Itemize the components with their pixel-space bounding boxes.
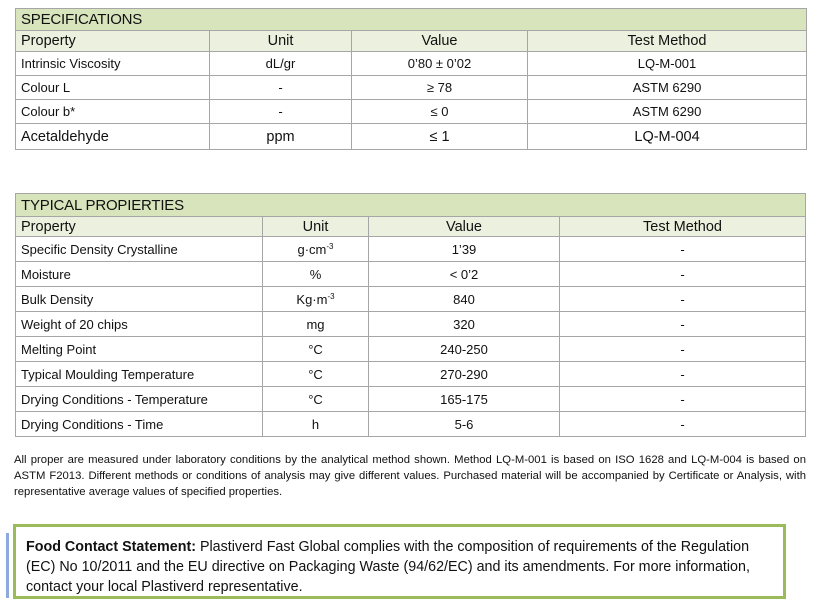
property-cell: Colour L <box>16 76 210 100</box>
column-header-property: Property <box>16 31 210 52</box>
value-cell: ≤ 1 <box>352 124 528 150</box>
table-row <box>16 287 806 312</box>
typical-properties-title: TYPICAL PROPIERTIES <box>16 194 806 217</box>
unit-cell: °C <box>263 387 369 412</box>
column-header-property: Property <box>16 217 263 237</box>
method-cell: - <box>560 262 806 287</box>
unit-exponent: -3 <box>327 291 335 301</box>
value-cell: 320 <box>369 312 560 337</box>
column-header-unit: Unit <box>210 31 352 52</box>
unit-cell: - <box>210 100 352 124</box>
method-cell: - <box>560 287 806 312</box>
unit-exponent: -3 <box>326 241 334 251</box>
unit-cell <box>263 287 369 312</box>
value-cell: 165-175 <box>369 387 560 412</box>
unit-cell: % <box>263 262 369 287</box>
value-cell: ≥ 78 <box>352 76 528 100</box>
table-row <box>16 412 806 437</box>
table-row <box>16 76 807 100</box>
value-cell: < 0’2 <box>369 262 560 287</box>
table-row <box>16 262 806 287</box>
table-row <box>16 52 807 76</box>
unit-cell: ppm <box>210 124 352 150</box>
method-cell: ASTM 6290 <box>528 100 807 124</box>
statement-label: Food Contact Statement: <box>26 539 196 555</box>
statement-text: Plastiverd Fast Global complies with the composition of requirements of the Regulation (EC) No 10/2011 and the EU directive on Packaging Waste (94/62/EC) and its amendments. For more information, contact your local Plastiverd representative. <box>26 539 750 595</box>
table-row <box>16 237 806 262</box>
table-row <box>16 337 806 362</box>
property-cell: Intrinsic Viscosity <box>16 52 210 76</box>
table-row <box>16 312 806 337</box>
method-cell: ASTM 6290 <box>528 76 807 100</box>
value-cell: 0’80 ± 0’02 <box>352 52 528 76</box>
property-cell: Acetaldehyde <box>16 124 210 150</box>
table-row <box>16 362 806 387</box>
value-cell: 840 <box>369 287 560 312</box>
value-cell: ≤ 0 <box>352 100 528 124</box>
property-cell: Bulk Density <box>16 287 263 312</box>
property-cell: Drying Conditions - Time <box>16 412 263 437</box>
property-cell: Typical Moulding Temperature <box>16 362 263 387</box>
column-header-unit: Unit <box>263 217 369 237</box>
method-cell: - <box>560 237 806 262</box>
table-row <box>16 100 807 124</box>
specifications-table <box>15 8 807 150</box>
unit-cell: °C <box>263 337 369 362</box>
value-cell: 240-250 <box>369 337 560 362</box>
property-cell: Moisture <box>16 262 263 287</box>
unit-cell: mg <box>263 312 369 337</box>
typical-properties-table <box>15 193 806 437</box>
specifications-title: SPECIFICATIONS <box>16 9 807 31</box>
food-contact-statement <box>13 524 786 599</box>
method-cell: LQ-M-001 <box>528 52 807 76</box>
property-cell: Weight of 20 chips <box>16 312 263 337</box>
column-header-value: Value <box>369 217 560 237</box>
unit-cell: - <box>210 76 352 100</box>
unit-cell: h <box>263 412 369 437</box>
method-cell: - <box>560 337 806 362</box>
method-cell: - <box>560 362 806 387</box>
method-cell: - <box>560 412 806 437</box>
unit-base: g·cm <box>297 241 327 257</box>
table-row <box>16 387 806 412</box>
unit-cell: °C <box>263 362 369 387</box>
unit-cell <box>263 237 369 262</box>
method-cell: - <box>560 387 806 412</box>
value-cell: 1’39 <box>369 237 560 262</box>
property-cell: Melting Point <box>16 337 263 362</box>
measurement-note: All proper are measured under laboratory conditions by the analytical method shown. Method LQ-M-001 is based on ISO 1628 and LQ-M-004 is based on ASTM F2013. Different methods or conditions of analysis may give different values. Purchased material will be accompanied by Certificate or Analysis, with representative average values of specified properties. <box>14 454 806 498</box>
column-header-value: Value <box>352 31 528 52</box>
table-row <box>16 124 807 150</box>
value-cell: 5-6 <box>369 412 560 437</box>
property-cell: Colour b* <box>16 100 210 124</box>
column-header-test-method: Test Method <box>560 217 806 237</box>
value-cell: 270-290 <box>369 362 560 387</box>
method-cell: LQ-M-004 <box>528 124 807 150</box>
unit-base: Kg·m <box>296 291 328 307</box>
unit-cell: dL/gr <box>210 52 352 76</box>
column-header-test-method: Test Method <box>528 31 807 52</box>
method-cell: - <box>560 312 806 337</box>
property-cell: Specific Density Crystalline <box>16 237 263 262</box>
property-cell: Drying Conditions - Temperature <box>16 387 263 412</box>
side-accent-bar <box>6 533 9 598</box>
